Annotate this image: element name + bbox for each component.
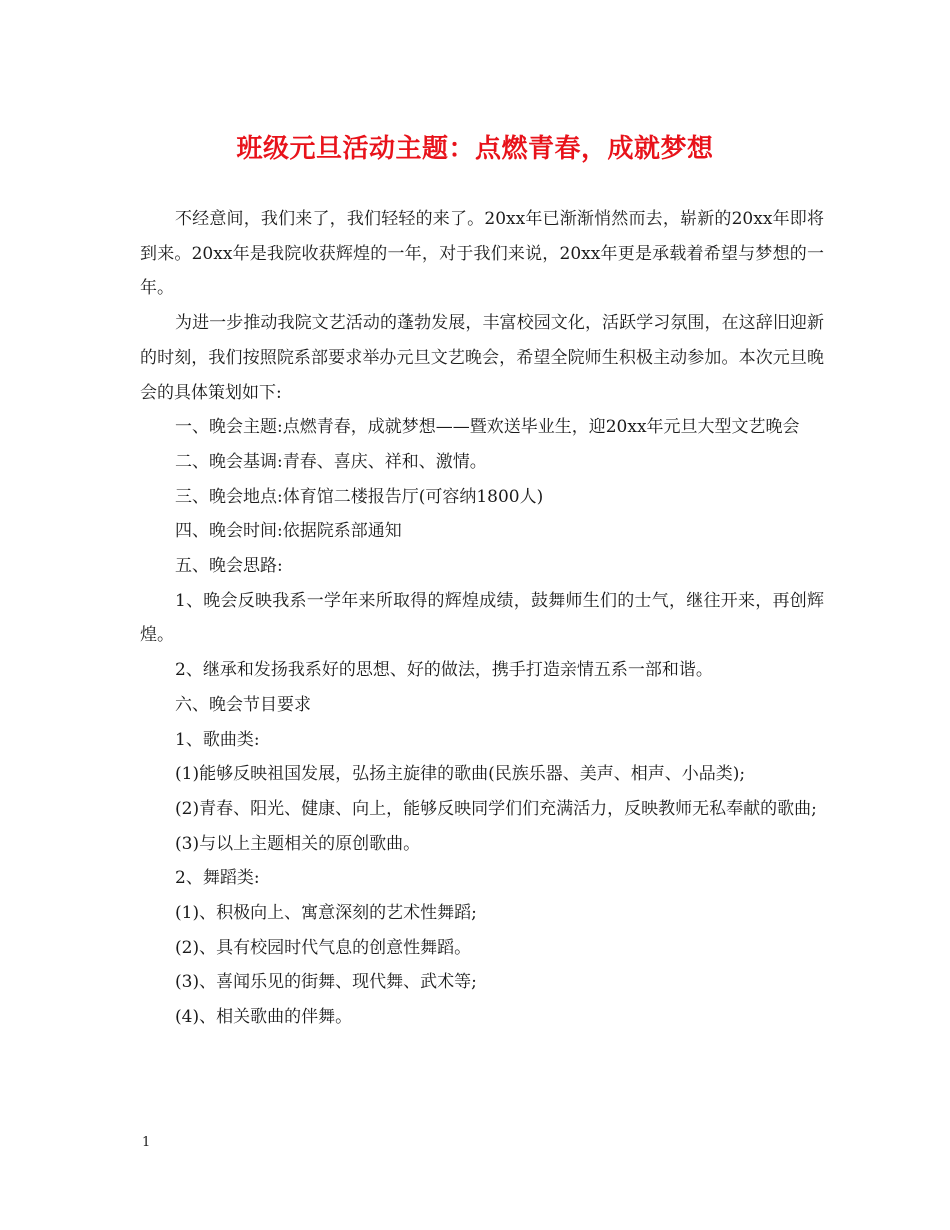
paragraph-dance-2: (2)、具有校园时代气息的创意性舞蹈。 [175,937,472,958]
paragraph-venue: 三、晚会地点:体育馆二楼报告厅(可容纳1800人) [175,486,544,507]
paragraph-theme: 一、晚会主题:点燃青春，成就梦想——暨欢送毕业生，迎20xx年元旦大型文艺晚会 [175,417,800,438]
paragraph-song-1: (1)能够反映祖国发展，弘扬主旋律的歌曲(民族乐器、美声、相声、小品类); [175,764,746,785]
paragraph-intro-2: 为进一步推动我院文艺活动的蓬勃发展，丰富校园文化，活跃学习氛围，在这辞旧迎新的时刻，我们按照院系部要求举办元旦文艺晚会，希望全院师生积极主动参加。本次元旦晚会的具体策划如下: [140,313,824,403]
paragraph-intro-1: 不经意间，我们来了，我们轻轻的来了。20xx年已渐渐悄然而去，崭新的20xx年即将到来。20xx年是我院收获辉煌的一年，对于我们来说，20xx年更是承载着希望与梦想的一年。 [140,209,824,299]
paragraph-dance-3: (3)、喜闻乐见的街舞、现代舞、武术等; [175,972,477,993]
paragraph-songs-heading: 1、歌曲类: [175,729,260,750]
paragraph-ideas-heading: 五、晚会思路: [175,556,283,577]
paragraph-program-heading: 六、晚会节目要求 [175,694,311,715]
paragraph-dance-1: (1)、积极向上、寓意深刻的艺术性舞蹈; [175,903,477,924]
page-number: 1 [142,1135,151,1150]
document-body [140,202,824,1035]
paragraph-idea-2: 2、继承和发扬我系好的思想、好的做法，携手打造亲情五系一部和谐。 [175,660,713,681]
paragraph-dance-4: (4)、相关歌曲的伴舞。 [175,1007,353,1028]
paragraph-tone: 二、晚会基调:青春、喜庆、祥和、激情。 [175,451,487,472]
paragraph-dance-heading: 2、舞蹈类: [175,868,260,889]
paragraph-idea-1: 1、晚会反映我系一学年来所取得的辉煌成绩，鼓舞师生们的士气，继往开来，再创辉煌。 [140,590,824,646]
paragraph-song-2: (2)青春、阳光、健康、向上，能够反映同学们们充满活力，反映教师无私奉献的歌曲; [175,798,817,819]
paragraph-time: 四、晚会时间:依据院系部通知 [175,521,402,542]
paragraph-song-3: (3)与以上主题相关的原创歌曲。 [175,833,421,854]
document-title: 班级元旦活动主题：点燃青春，成就梦想 [236,134,714,164]
